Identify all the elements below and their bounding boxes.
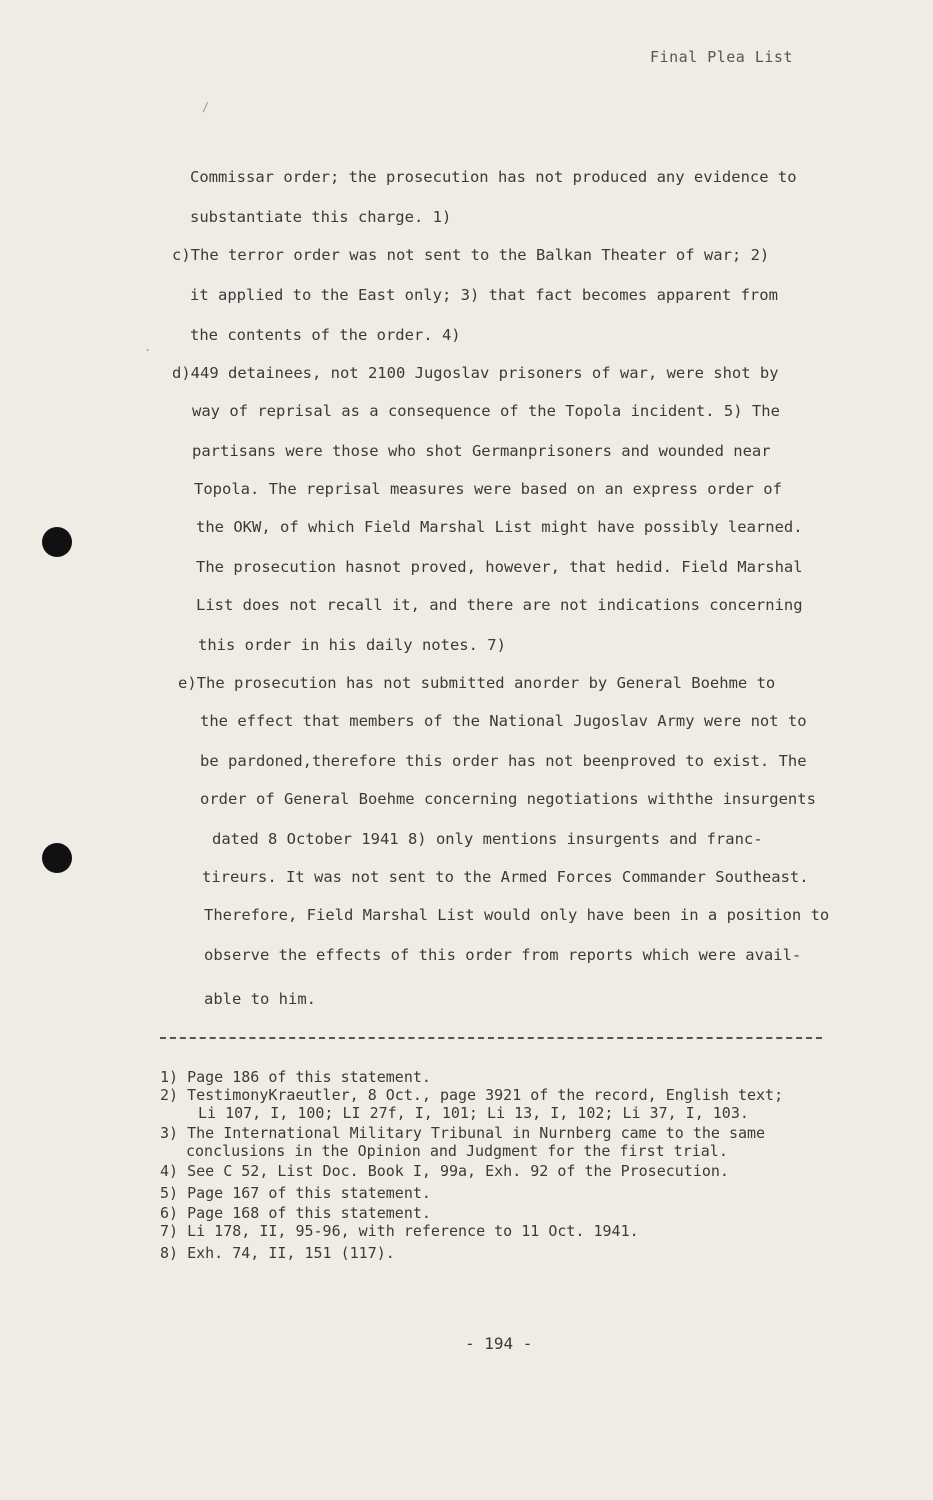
footnote: 1) Page 186 of this statement.	[160, 1068, 431, 1086]
footnote: 6) Page 168 of this statement.	[160, 1204, 431, 1222]
body-line: observe the effects of this order from reports which were avail-	[204, 946, 802, 964]
footnote: 5) Page 167 of this statement.	[160, 1184, 431, 1202]
footnote: conclusions in the Opinion and Judgment for the first trial.	[186, 1142, 728, 1160]
body-line: dated 8 October 1941 8) only mentions insurgents and franc-	[212, 830, 763, 848]
body-line: be pardoned,therefore this order has not beenproved to exist. The	[200, 752, 807, 770]
body-line: Therefore, Field Marshal List would only have been in a position to	[204, 906, 830, 924]
body-line: tireurs. It was not sent to the Armed Forces Commander Southeast.	[202, 868, 809, 886]
body-line: the contents of the order. 4)	[190, 326, 461, 344]
body-line: it applied to the East only; 3) that fact becomes apparent from	[190, 286, 778, 304]
body-line: c)The terror order was not sent to the Balkan Theater of war; 2)	[172, 246, 770, 264]
body-line: The prosecution hasnot proved, however, that hedid. Field Marshal	[196, 558, 803, 576]
body-line: the effect that members of the National Jugoslav Army were not to	[200, 712, 807, 730]
footnote: 7) Li 178, II, 95-96, with reference to 11 Oct. 1941.	[160, 1222, 639, 1240]
footnote-divider	[160, 1037, 822, 1039]
stray-mark: .	[144, 340, 152, 354]
body-line: d)449 detainees, not 2100 Jugoslav prisoners of war, were shot by	[172, 364, 779, 382]
footnote: Li 107, I, 100; LI 27f, I, 101; Li 13, I, 102; Li 37, I, 103.	[198, 1104, 749, 1122]
body-line: way of reprisal as a consequence of the Topola incident. 5) The	[192, 402, 780, 420]
body-line: Topola. The reprisal measures were based on an express order of	[194, 480, 782, 498]
body-line: List does not recall it, and there are not indications concerning	[196, 596, 803, 614]
page-header: Final Plea List	[650, 48, 793, 66]
body-line: partisans were those who shot Germanprisoners and wounded near	[192, 442, 771, 460]
footnote: 8) Exh. 74, II, 151 (117).	[160, 1244, 395, 1262]
page-number: - 194 -	[465, 1334, 533, 1353]
footnote: 4) See C 52, List Doc. Book I, 99a, Exh. 92 of the Prosecution.	[160, 1162, 729, 1180]
body-line: the OKW, of which Field Marshal List might have possibly learned.	[196, 518, 803, 536]
body-line: able to him.	[204, 990, 316, 1008]
punch-hole	[42, 527, 72, 557]
footnote: 3) The International Military Tribunal in Nurnberg came to the same	[160, 1124, 766, 1142]
stray-mark: /	[202, 100, 210, 114]
body-line: Commissar order; the prosecution has not produced any evidence to	[190, 168, 797, 186]
body-line: e)The prosecution has not submitted anorder by General Boehme to	[178, 674, 776, 692]
body-line: this order in his daily notes. 7)	[198, 636, 506, 654]
body-line: order of General Boehme concerning negotiations withthe insurgents	[200, 790, 816, 808]
footnote: 2) TestimonyKraeutler, 8 Oct., page 3921 of the record, English text;	[160, 1086, 784, 1104]
punch-hole	[42, 843, 72, 873]
body-line: substantiate this charge. 1)	[190, 208, 452, 226]
